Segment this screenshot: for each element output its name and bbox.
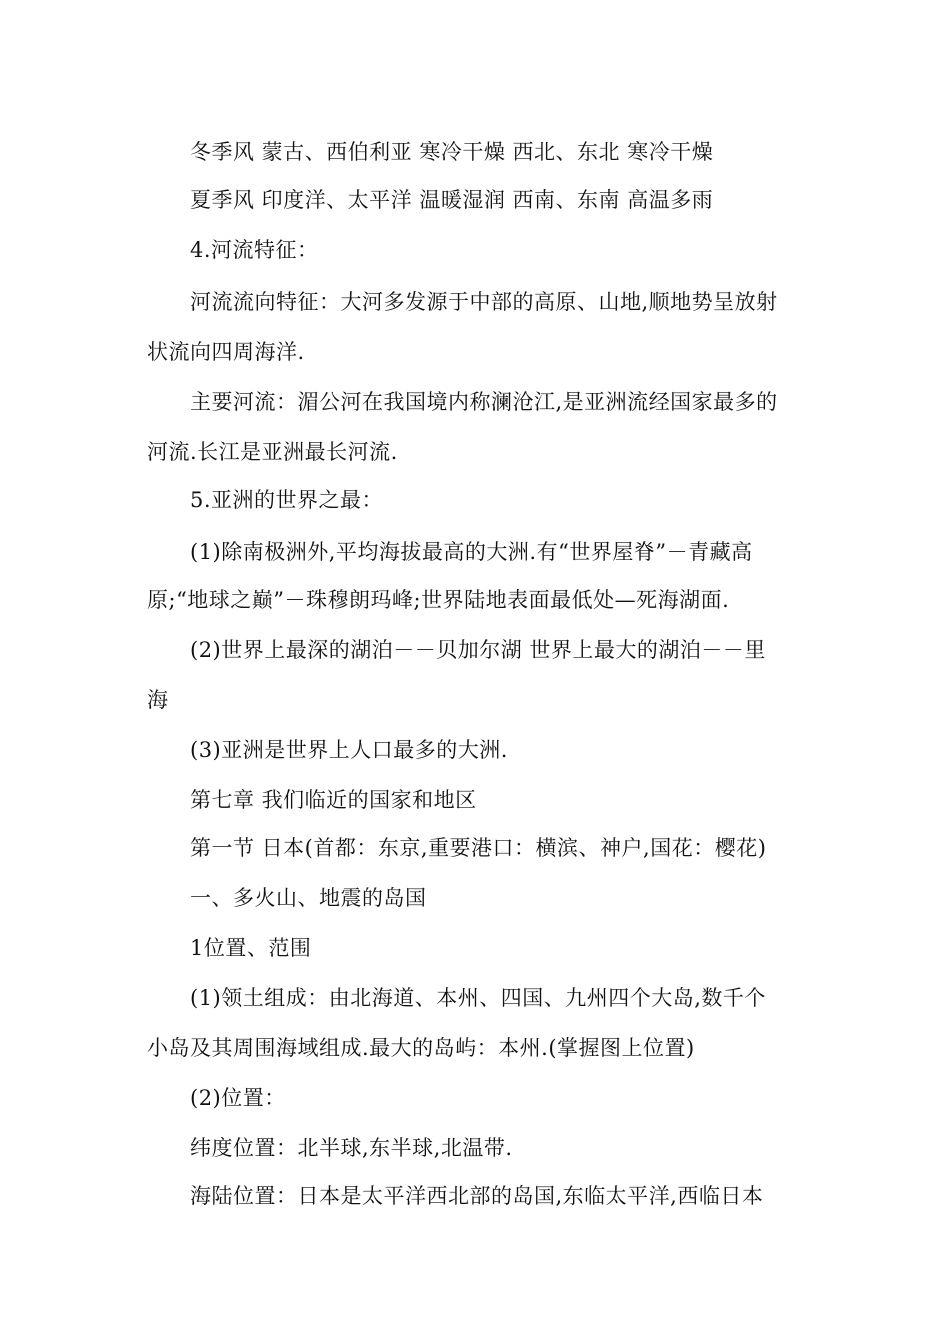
text-line: (2)位置： xyxy=(190,1086,286,1110)
text-line: 冬季风 蒙古、西伯利亚 寒冷干燥 西北、东北 寒冷干燥 xyxy=(190,140,714,164)
text-line: 5.亚洲的世界之最： xyxy=(190,488,384,512)
text-line: 小岛及其周围海域组成.最大的岛屿：本州.(掌握图上位置) xyxy=(147,1036,695,1060)
text-line: (1)除南极洲外,平均海拔最高的大洲.有“世界屋脊”－青藏高 xyxy=(190,540,753,564)
text-line: 河流流向特征：大河多发源于中部的高原、山地,顺地势呈放射 xyxy=(190,290,778,314)
text-line: 原;“地球之巅”－珠穆朗玛峰;世界陆地表面最低处—死海湖面. xyxy=(147,588,730,612)
text-line: 纬度位置：北半球,东半球,北温带. xyxy=(190,1136,513,1160)
text-line: 状流向四周海洋. xyxy=(147,340,305,364)
text-line: 一、多火山、地震的岛国 xyxy=(190,886,427,910)
text-line: (1)领土组成：由北海道、本州、四国、九州四个大岛,数千个 xyxy=(190,986,766,1010)
text-line: 主要河流：湄公河在我国境内称澜沧江,是亚洲流经国家最多的 xyxy=(190,390,778,414)
text-line: 海陆位置：日本是太平洋西北部的岛国,东临太平洋,西临日本 xyxy=(190,1184,764,1208)
text-line: 第七章 我们临近的国家和地区 xyxy=(190,788,477,812)
text-line: 第一节 日本(首都：东京,重要港口：横滨、神户,国花：樱花) xyxy=(190,836,767,860)
text-line: 夏季风 印度洋、太平洋 温暖湿润 西南、东南 高温多雨 xyxy=(190,188,714,212)
text-line: (3)亚洲是世界上人口最多的大洲. xyxy=(190,738,508,762)
text-line: 河流.长江是亚洲最长河流. xyxy=(147,440,398,464)
text-line: 海 xyxy=(147,688,169,712)
text-line: 4.河流特征： xyxy=(190,238,319,262)
text-line: 1位置、范围 xyxy=(190,936,312,960)
text-line: (2)世界上最深的湖泊－－贝加尔湖 世界上最大的湖泊－－里 xyxy=(190,638,766,662)
